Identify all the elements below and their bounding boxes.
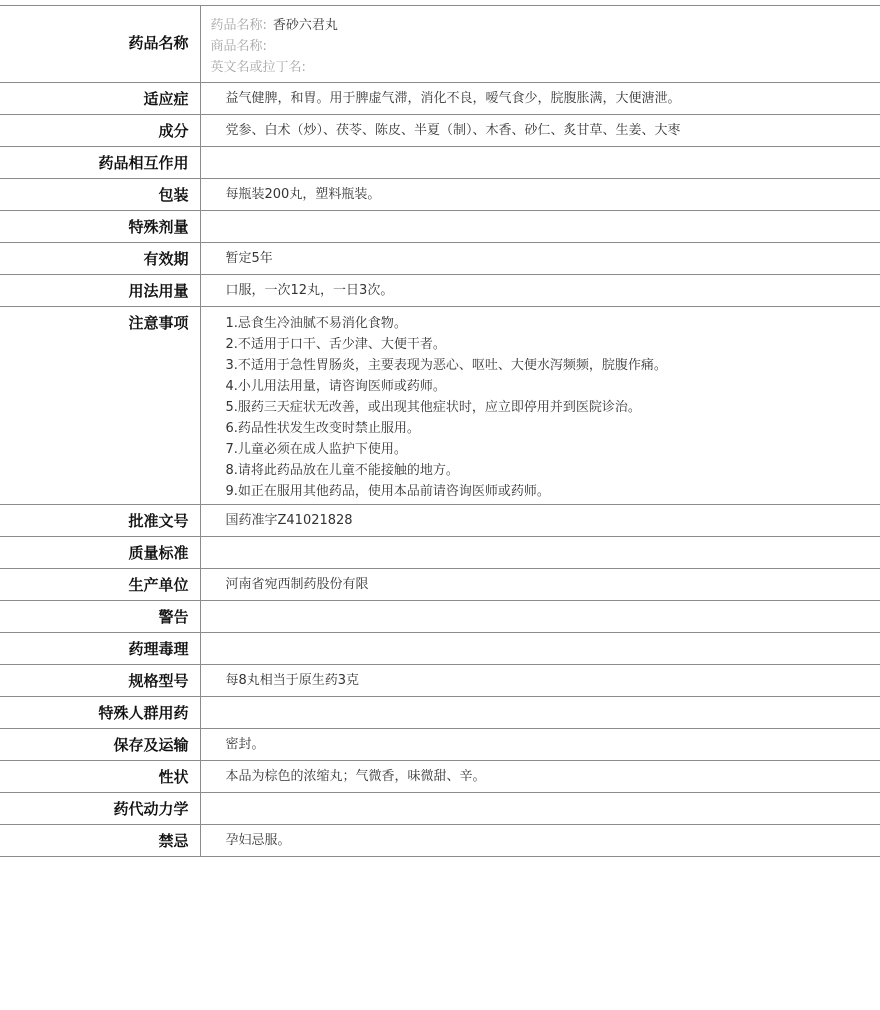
toxicology-value: [200, 633, 880, 665]
row-pharmacokinetics: [0, 793, 880, 825]
precaution-item: 3.不适用于急性胃肠炎，主要表现为恶心、呕吐、大便水泻频频，脘腹作痛。: [225, 358, 667, 373]
english-name-key: 英文名或拉丁名:: [210, 60, 306, 75]
specification-value: 每8丸相当于原生药3克: [200, 665, 880, 697]
row-usage: [0, 275, 880, 307]
precaution-item: 1.忌食生冷油腻不易消化食物。: [225, 316, 407, 331]
row-packaging: [0, 179, 880, 211]
row-drug-name: [0, 6, 880, 83]
storage-value: 密封。: [200, 729, 880, 761]
row-manufacturer: [0, 569, 880, 601]
manufacturer-label: 生产单位: [0, 569, 200, 601]
generic-name-line: [211, 15, 880, 36]
precautions-list: [226, 313, 880, 502]
special-populations-value: [200, 697, 880, 729]
row-shelf-life: [0, 243, 880, 275]
drug-name-label: 药品名称: [0, 6, 200, 83]
drug-info-sheet: [0, 5, 880, 857]
row-warning: [0, 601, 880, 633]
row-description: [0, 761, 880, 793]
precaution-item: 4.小儿用法用量，请咨询医师或药师。: [225, 379, 446, 394]
shelf-life-value: 暂定5年: [200, 243, 880, 275]
pharmacokinetics-value: [200, 793, 880, 825]
row-toxicology: [0, 633, 880, 665]
packaging-value: 每瓶装200丸，塑料瓶装。: [200, 179, 880, 211]
usage-label: 用法用量: [0, 275, 200, 307]
approval-number-value: 国药准字Z41021828: [200, 505, 880, 537]
shelf-life-label: 有效期: [0, 243, 200, 275]
precaution-item: 7.儿童必须在成人监护下使用。: [225, 442, 407, 457]
special-populations-label: 特殊人群用药: [0, 697, 200, 729]
ingredients-label: 成分: [0, 115, 200, 147]
warning-label: 警告: [0, 601, 200, 633]
generic-name-key: 药品名称:: [210, 18, 267, 33]
ingredients-value: 党参、白术（炒）、茯苓、陈皮、半夏（制）、木香、砂仁、炙甘草、生姜、大枣: [200, 115, 880, 147]
row-approval-number: [0, 505, 880, 537]
contraindications-label: 禁忌: [0, 825, 200, 857]
english-name-line: [211, 57, 880, 78]
drug-name-cell: [200, 6, 880, 83]
row-quality-standard: [0, 537, 880, 569]
description-value: 本品为棕色的浓缩丸；气微香，味微甜、辛。: [200, 761, 880, 793]
indications-label: 适应症: [0, 83, 200, 115]
special-dosage-label: 特殊剂量: [0, 211, 200, 243]
interactions-label: 药品相互作用: [0, 147, 200, 179]
quality-standard-value: [200, 537, 880, 569]
row-precautions: [0, 307, 880, 505]
interactions-value: [200, 147, 880, 179]
approval-number-label: 批准文号: [0, 505, 200, 537]
row-special-populations: [0, 697, 880, 729]
precaution-item: 6.药品性状发生改变时禁止服用。: [225, 421, 420, 436]
storage-label: 保存及运输: [0, 729, 200, 761]
contraindications-value: 孕妇忌服。: [200, 825, 880, 857]
row-interactions: [0, 147, 880, 179]
precaution-item: 5.服药三天症状无改善，或出现其他症状时，应立即停用并到医院诊治。: [225, 400, 641, 415]
drug-info-table: [0, 5, 880, 857]
row-storage: [0, 729, 880, 761]
indications-value: 益气健脾，和胃。用于脾虚气滞，消化不良，嗳气食少，脘腹胀满，大便溏泄。: [200, 83, 880, 115]
precautions-value: [200, 307, 880, 505]
specification-label: 规格型号: [0, 665, 200, 697]
description-label: 性状: [0, 761, 200, 793]
row-ingredients: [0, 115, 880, 147]
warning-value: [200, 601, 880, 633]
quality-standard-label: 质量标准: [0, 537, 200, 569]
trade-name-key: 商品名称:: [210, 39, 267, 54]
trade-name-line: [211, 36, 880, 57]
toxicology-label: 药理毒理: [0, 633, 200, 665]
precaution-item: 2.不适用于口干、舌少津、大便干者。: [225, 337, 446, 352]
manufacturer-value: 河南省宛西制药股份有限: [200, 569, 880, 601]
precaution-item: 8.请将此药品放在儿童不能接触的地方。: [225, 463, 459, 478]
generic-name-value: 香砂六君丸: [272, 18, 338, 33]
row-contraindications: [0, 825, 880, 857]
usage-value: 口服，一次12丸，一日3次。: [200, 275, 880, 307]
precaution-item: 9.如正在服用其他药品，使用本品前请咨询医师或药师。: [225, 484, 550, 499]
row-special-dosage: [0, 211, 880, 243]
packaging-label: 包装: [0, 179, 200, 211]
precautions-label: 注意事项: [0, 307, 200, 505]
special-dosage-value: [200, 211, 880, 243]
pharmacokinetics-label: 药代动力学: [0, 793, 200, 825]
row-indications: [0, 83, 880, 115]
row-specification: [0, 665, 880, 697]
